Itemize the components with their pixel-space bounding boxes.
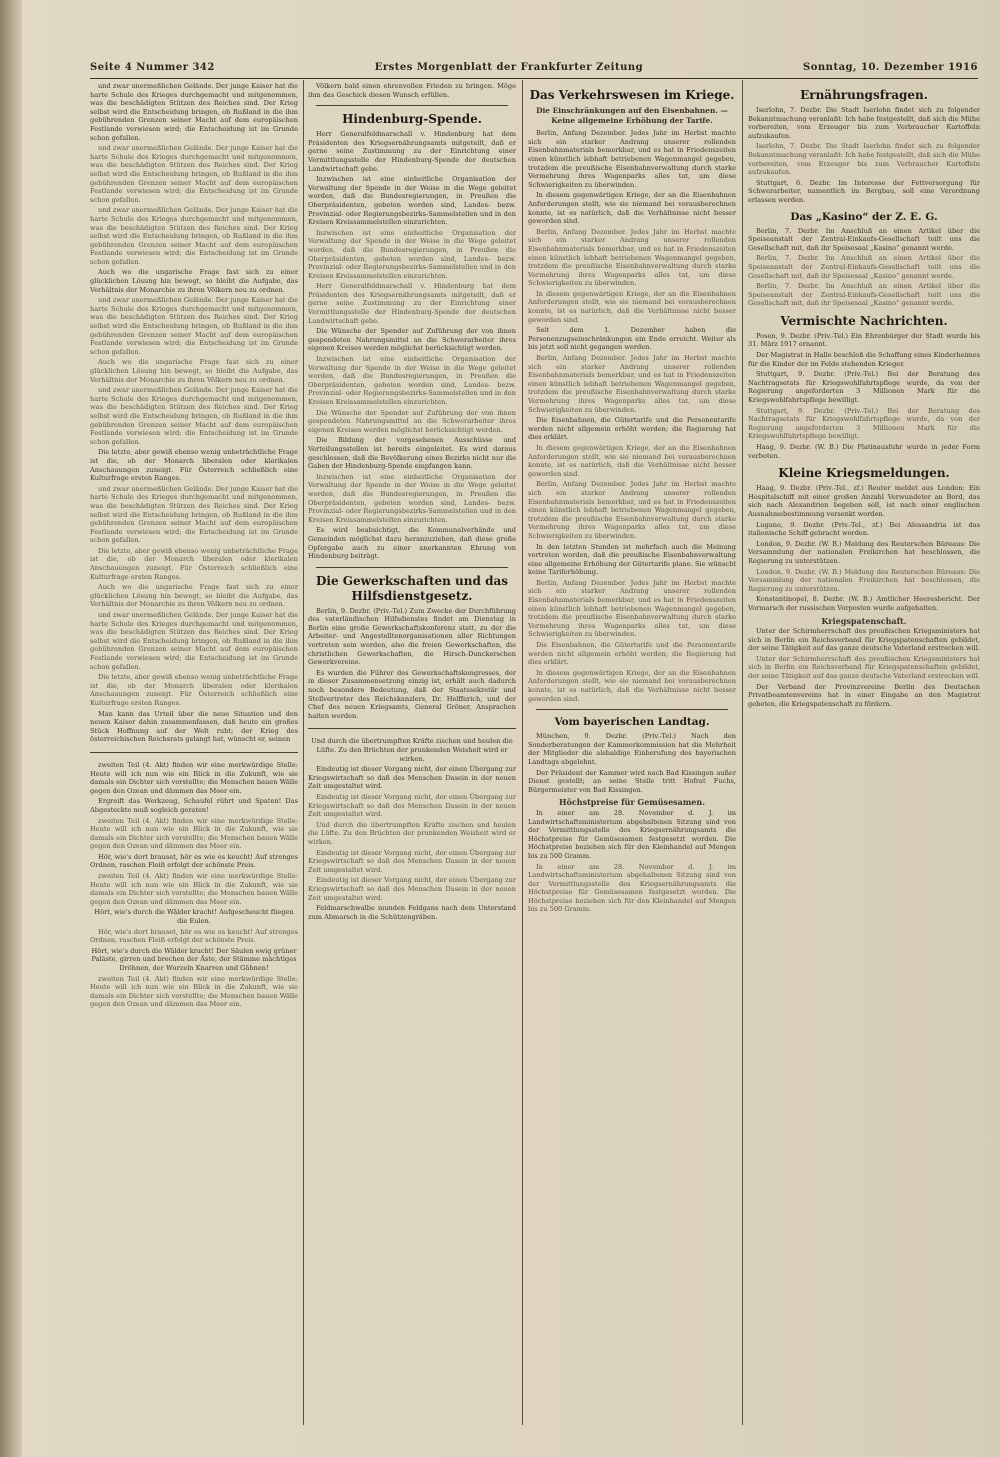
column-1 (90, 82, 298, 1422)
article-paragraph: Inzwischen ist eine einheitliche Organisation der Verwaltung der Spende in der Weise in die Wege geleitet worden, daß die Bundesregierungen, in Preußen die Oberpräsidenten, gebeten worden sind, Landes- bezw. Provinzial- oder Regierungsbezirks-Sammelstellen und in den Kreisen Kreissammelstellen einzurichten. (308, 355, 516, 406)
article-paragraph: München, 9. Dezbr. (Priv.-Tel.) Nach den Sonderberatungen der Kammerkommission hat die Mehrheit der Mitglieder die alsbaldige Einberufung des bayerischen Landtags abgelehnt. (528, 732, 736, 766)
feuilleton-paragraph: Hör, wie's dort brauset, hör es wie es keucht! Auf strenges Ordnen, raschen Fleiß erfolgt der schönste Preis. (90, 927, 298, 945)
article-paragraph: Iserlohn, 7. Dezbr. Die Stadt Iserlohn findet sich zu folgender Bekanntmachung veranlaßt: Ich habe festgestellt, daß sich die Mühe vorbereiten, vom Erzeuger bis zum Verbraucher Kartoffeln aufzukaufen. (748, 106, 980, 140)
poem-verse: Hört, wie's durch die Wälder kracht! Der Säulen ewig grüner Paläste, girren und brechen der Äste, der Stämme mächtiges Dröhnen, der Wurzeln Knarren und Gähnen! (91, 946, 297, 972)
article-paragraph: Berlin, 7. Dezbr. Im Anschluß an einen Artikel über die Speiseanstalt der Zentral-Einkaufs-Gesellschaft teilt uns die Gesellschaft mit, daß ihr Speisesaal „Kasino“ genannt werde. (748, 254, 980, 280)
article-paragraph: Der Magistrat in Halle beschloß die Schaffung eines Kinderheimes für die Kinder der im Felde stehenden Krieger. (748, 351, 980, 368)
headline-verkehrswesen: Das Verkehrswesen im Kriege. (529, 88, 735, 102)
article-paragraph: Stuttgart, 6. Dezbr. Im Interesse der Fettversorgung für Schwerarbeiter, namentlich im Bergbau, soll eine Verordnung erlassen werden. (748, 178, 980, 204)
headline-gewerkschaften: Die Gewerkschaften und das Hilfsdienstgesetz. (315, 573, 508, 603)
article-paragraph: Inzwischen ist eine einheitliche Organisation der Verwaltung der Spende in der Weise in die Wege geleitet worden, daß die Bundesregierungen, in Preußen die Oberpräsidenten, gebeten worden sind, Landes- bezw. Provinzial- oder Regierungsbezirks-Sammelstellen und in den Kreisen Kreissammelstellen einzurichten. (308, 228, 516, 280)
article-paragraph: Herr Generalfeldmarschall v. Hindenburg hat dem Präsidenten des Kriegsernährungsamts mitgeteilt, daß er gerne seine Zustimmung zu der Einrichtung einer Vermittlungsstelle der Hindenburg-Spende der deutschen Landwirtschaft gebe. (308, 130, 516, 173)
paper-title: Erstes Morgenblatt der Frankfurter Zeitung (374, 61, 644, 73)
article-paragraph: und zwar unermeßlichen Gelände. Der junge Kaiser hat die harte Schule des Krieges durchgemacht und mitgenommen, was die beschädigten Stützen des Reiches sind. Der Krieg selbst wird die Entscheidung bringen, ob Rußland in die ihm gebührenden Grenzen seiner Macht auf dem europäischen Festlande verwiesen wird; die Entscheidung ist im Grunde schon gefallen. (90, 484, 298, 545)
article-paragraph: Unter der Schirmherrschaft des preußischen Kriegsministers hat sich in Berlin ein Reichsverband für Kriegspatenschaften gebildet, der seine Tätigkeit auf das ganze deutsche Vaterland erstrecken will. (748, 627, 980, 653)
column-2 (308, 82, 516, 1422)
article-paragraph: In diesem gegenwärtigen Kriege, der an die Eisenbahnen Anforderungen stellt, wie sie niemand bei vorausberechnen konnte, ist es natürlich, daß die Verhältnisse nicht besser geworden sind. (528, 443, 736, 478)
poem-verse: Hört, wie's durch die Wälder kracht! Aufgescheucht fliegen die Eulen. (94, 908, 294, 926)
article-paragraph: Inzwischen ist eine einheitliche Organisation der Verwaltung der Spende in der Weise in die Wege geleitet worden, daß die Bundesregierungen, in Preußen die Oberpräsidenten, gebeten worden sind, Landes- bezw. Provinzial- oder Regierungsbezirks-Sammelstellen und in den Kreisen Kreissammelstellen einzurichten. (308, 472, 516, 524)
feuilleton-paragraph: Ergreift das Werkzeug, Schaufel rührt und Spaten! Das Abgesteckte muß sogleich geraten! (90, 797, 298, 814)
article-paragraph: Die letzte, aber gewiß ebenso wenig unbeträchtliche Frage ist die, ob der Monarch liberalen oder klerikalen Anschauungen zuneigt. Für Österreich schließlich eine Kulturfrage ersten Ranges. (90, 673, 298, 707)
column-divider (742, 80, 743, 1425)
feuilleton-paragraph: zweiten Teil (4. Akt) finden wir eine merkwürdige Stelle: Heute will ich nun wie ein Blick in die Zukunft, wie sie damals ein Dichter sich vorstellte; die Menschen bauen Wälle gegen den Ozean und dämmen das Meer ein. (90, 872, 298, 906)
article-paragraph: Es wurden die Führer des Gewerkschaftskongresses, der in dieser Zusammensetzung einzig ist, erhält auch dadurch noch besondere Bedeutung, daß der Staatssekretär und Stellvertreter des Reichskanzlers, Dr. Helfferich, und der Chef des neuen Kriegsamts, General Gröner, Ansprachen halten werden. (308, 668, 516, 720)
section-rule (308, 728, 516, 729)
article-paragraph: Herr Generalfeldmarschall v. Hindenburg hat dem Präsidenten des Kriegsernährungsamts mitgeteilt, daß er gerne seine Zustimmung zu der Einrichtung einer Vermittlungsstelle der Hindenburg-Spende der deutschen Landwirtschaft gebe. (308, 282, 516, 325)
article-paragraph: Berlin, Anfang Dezember. Jedes Jahr im Herbst machte sich ein starker Andrang unserer rollenden Eisenbahnmaterials bemerkbar, und es hat in Friedenszeiten einen künstlich lebhaft betriebenen Wagenmangel gegeben, trotzdem die preußische Eisenbahnverwaltung durch starke Vermehrung ihres Wagenparks alles tat, um diese Schwierigkeiten zu überwinden. (528, 129, 736, 189)
headline-vermischte-nachrichten: Vermischte Nachrichten. (780, 313, 948, 328)
article-paragraph: Inzwischen ist eine einheitliche Organisation der Verwaltung der Spende in der Weise in die Wege geleitet worden, daß die Bundesregierungen, in Preußen die Oberpräsidenten, gebeten worden sind, Landes- bezw. Provinzial- oder Regierungsbezirks-Sammelstellen und in den Kreisen Kreissammelstellen einzurichten. (308, 175, 516, 227)
section-rule (316, 105, 508, 106)
feuilleton-paragraph: Feldmarschwalbe munden Feldgans nach dem Unterstand zum Abmarsch in die Schützengräben. (308, 904, 516, 921)
feuilleton-paragraph: Und durch die übertrumpften Kräfte zischen und heulen die Lüfte. Zu den Brüchten der prunkenden Weisheit wird er wirken. (311, 737, 513, 763)
feuilleton-paragraph: Und durch die übertrumpften Kräfte zischen und heulen die Lüfte. Zu den Brüchten der prunkenden Weisheit wird er wirken. (308, 820, 516, 846)
article-paragraph: Auch wo die ungarische Frage fast sich zu einer glücklichen Lösung hin bewegt, so bleibt die Aufgabe, das Verhältnis der Monarchie zu ihren Völkern neu zu ordnen. (90, 268, 298, 294)
article-paragraph: Berlin, 9. Dezbr. (Priv.-Tel.) Zum Zwecke der Durchführung des vaterländischen Hilfsdienstes findet am Dienstag in Berlin eine große Gewerkschaftskonferenz statt, zu der die Arbeiter- und Angestelltenorganisationen aller Richtungen vertreten sein werden, also die freien Gewerkschaften, die christlichen Gewerkschaften, die Hirsch-Dunckerschen Gewerkvereine. (308, 606, 516, 667)
column-divider (522, 80, 523, 1425)
article-paragraph: Berlin, Anfang Dezember. Jedes Jahr im Herbst machte sich ein starker Andrang unserer rollenden Eisenbahnmaterials bemerkbar, und es hat in Friedenszeiten einen künstlich lebhaft betriebenen Wagenmangel gegeben, trotzdem die preußische Eisenbahnverwaltung durch starke Vermehrung ihres Wagenparks alles tat, um diese Schwierigkeiten zu überwinden. (528, 578, 736, 639)
article-paragraph: Berlin, Anfang Dezember. Jedes Jahr im Herbst machte sich ein starker Andrang unserer rollenden Eisenbahnmaterials bemerkbar, und es hat in Friedenszeiten einen künstlich lebhaft betriebenen Wagenmangel gegeben, trotzdem die preußische Eisenbahnverwaltung durch starke Vermehrung ihres Wagenparks alles tat, um diese Schwierigkeiten zu überwinden. (528, 480, 736, 540)
article-paragraph: Auch wo die ungarische Frage fast sich zu einer glücklichen Lösung hin bewegt, so bleibt die Aufgabe, das Verhältnis der Monarchie zu ihren Völkern neu zu ordnen. (90, 358, 298, 384)
article-paragraph: Konstantinopel, 8. Dezbr. (W. B.) Amtlicher Heeresbericht. Der Vormarsch der russischen Vorposten wurde aufgehalten. (748, 595, 980, 612)
article-paragraph: Man kann das Urteil über die neue Situation und den neuen Kaiser dahin zusammenfassen, daß heute ein großes Stück Hoffnung auf der Welt ruht; der Krieg des österreichischen Reichsrats gelangt hat, wünscht er, seinen (90, 709, 298, 744)
article-paragraph: In diesem gegenwärtigen Kriege, der an die Eisenbahnen Anforderungen stellt, wie sie niemand bei vorausberechnen konnte, ist es natürlich, daß die Verhältnisse nicht besser geworden sind. (528, 289, 736, 324)
article-paragraph: Stuttgart, 9. Dezbr. (Priv.-Tel.) Bei der Beratung des Nachtragsetats für Kriegswohlfahrtspflege wurde, da von der Regierung angeforderten 3 Millionen Mark für die Kriegswohlfahrtspflege bewilligt. (748, 406, 980, 441)
section-rule (90, 752, 298, 753)
headline-ernaehrungsfragen: Ernährungsfragen. (800, 88, 928, 102)
headline-hindenburg-spende: Hindenburg-Spende. (342, 112, 482, 127)
article-paragraph: Lugano, 9. Dezbr. (Priv.-Tel., zf.) Bei Alessandria ist das italienische Schiff gebracht worden. (748, 520, 980, 538)
article-paragraph: und zwar unermeßlichen Gelände. Der junge Kaiser hat die harte Schule des Krieges durchgemacht und mitgenommen, was die beschädigten Stützen des Reiches sind. Der Krieg selbst wird die Entscheidung bringen, ob Rußland in die ihm gebührenden Grenzen seiner Macht auf dem europäischen Festlande verwiesen wird; die Entscheidung ist im Grunde schon gefallen. (90, 296, 298, 356)
article-paragraph: London, 9. Dezbr. (W. B.) Meldung des Reuterschen Büreaus: Die Versammlung der nationalen Freikirchen hat beschlossen, die Regierung zu unterstützen. (748, 539, 980, 565)
feuilleton-paragraph: zweiten Teil (4. Akt) finden wir eine merkwürdige Stelle: Heute will ich nun wie ein Blick in die Zukunft, wie sie damals ein Dichter sich vorstellte; die Menschen bauen Wälle gegen den Ozean und dämmen das Meer ein. (90, 816, 298, 851)
article-paragraph: und zwar unermeßlichen Gelände. Der junge Kaiser hat die harte Schule des Krieges durchgemacht und mitgenommen, was die beschädigten Stützen des Reiches sind. Der Krieg selbst wird die Entscheidung bringen, ob Rußland in die ihm gebührenden Grenzen seiner Macht auf dem europäischen Festlande verwiesen wird; die Entscheidung ist im Grunde schon gefallen. (90, 386, 298, 446)
article-paragraph: Seit dem 1. Dezember haben die Personenzugseinschränkungen ein Ende erreicht. Weiter als bis jetzt soll nicht gegangen werden. (528, 326, 736, 352)
article-paragraph: Der Präsident der Kammer wird nach Bad Kissingen außer Dienst gestellt; an seine Stelle tritt Hofrat Fuchs, Bürgermeister von Bad Kissingen. (528, 768, 736, 794)
article-paragraph: Die Wünsche der Spender auf Zuführung der von ihnen gespendeten Nahrungsmittel an die Schwerarbeiter ihres eigenen Kreises werden möglichst berücksichtigt werden. (308, 327, 516, 353)
article-paragraph: und zwar unermeßlichen Gelände. Der junge Kaiser hat die harte Schule des Krieges durchgemacht und mitgenommen, was die beschädigten Stützen des Reiches sind. Der Krieg selbst wird die Entscheidung bringen, ob Rußland in die ihm gebührenden Grenzen seiner Macht auf dem europäischen Festlande verwiesen wird; die Entscheidung ist im Grunde schon gefallen. (90, 206, 298, 266)
article-paragraph: Die Wünsche der Spender auf Zuführung der von ihnen gespendeten Nahrungsmittel an die Schwerarbeiter ihres eigenen Kreises werden möglichst berücksichtigt werden. (308, 408, 516, 434)
article-paragraph: Haag, 9. Dezbr. (Priv.-Tel., zf.) Reuter meldet aus London: Ein Hospitalschiff mit einer großen Anzahl Verwundeter an Bord, das sich nach Alexandrien begeben soll, ist nach einer englischen Ausnahmebestimmung versenkt worden. (748, 484, 980, 518)
headline-gemuesesamen: Höchstpreise für Gemüsesamen. (559, 797, 705, 808)
article-paragraph: Berlin, 7. Dezbr. Im Anschluß an einen Artikel über die Speiseanstalt der Zentral-Einkaufs-Gesellschaft teilt uns die Gesellschaft mit, daß ihr Speisesaal „Kasino“ genannt werde. (748, 226, 980, 252)
article-paragraph: Berlin, 7. Dezbr. Im Anschluß an einen Artikel über die Speiseanstalt der Zentral-Einkaufs-Gesellschaft teilt uns die Gesellschaft mit, daß ihr Speisesaal „Kasino“ genannt werde. (748, 282, 980, 308)
feuilleton-paragraph: zweiten Teil (4. Akt) finden wir eine merkwürdige Stelle: Heute will ich nun wie ein Blick in die Zukunft, wie sie damals ein Dichter sich vorstellte; die Menschen bauen Wälle gegen den Ozean und dämmen das Meer ein. (90, 974, 298, 1009)
article-paragraph: Die letzte, aber gewiß ebenso wenig unbeträchtliche Frage ist die, ob der Monarch liberalen oder klerikalen Anschauungen zuneigt. Für Österreich schließlich eine Kulturfrage ersten Ranges. (90, 448, 298, 483)
headline-bayerischer-landtag: Vom bayerischen Landtag. (554, 716, 710, 729)
article-paragraph: In den letzten Stunden ist mehrfach auch die Meinung vertreten worden, daß die preußische Eisenbahnverwaltung eine allgemeine Erhöhung der Gütertarife plane. Sie wünscht keine Tariferhöhung. (528, 542, 736, 577)
feuilleton-paragraph: Eindeutig ist dieser Vorgang nicht, der einen Übergang zur Kriegswirtschaft so daß des Menschen Dasein in der neuen Zeit umgestaltet wird. (308, 876, 516, 902)
feuilleton-paragraph: Eindeutig ist dieser Vorgang nicht, der einen Übergang zur Kriegswirtschaft so daß des Menschen Dasein in der neuen Zeit umgestaltet wird. (308, 792, 516, 819)
masthead (90, 58, 978, 76)
article-paragraph: Unter der Schirmherrschaft des preußischen Kriegsministers hat sich in Berlin ein Reichsverband für Kriegspatenschaften gebildet, der seine Tätigkeit auf das ganze deutsche Vaterland erstrecken will. (748, 654, 980, 681)
page-label: Seite 4 Nummer 342 (90, 61, 215, 73)
article-paragraph: Die Bildung der vorgesehenen Ausschüsse und Verteilungsstellen ist bereits eingeleitet. Es wird daraus geschlossen, daß die Bevölkerung eines Bezirks nicht nur die Gaben der Hindenburg-Spende empfangen kann. (308, 436, 516, 471)
headline-kriegspatenschaft: Kriegspatenschaft. (821, 615, 907, 626)
article-paragraph: Berlin, Anfang Dezember. Jedes Jahr im Herbst machte sich ein starker Andrang unserer rollenden Eisenbahnmaterials bemerkbar, und es hat in Friedenszeiten einen künstlich lebhaft betriebenen Wagenmangel gegeben, trotzdem die preußische Eisenbahnverwaltung durch starke Vermehrung ihres Wagenparks alles tat, um diese Schwierigkeiten zu überwinden. (528, 227, 736, 288)
article-paragraph: Der Verband der Provinzvereine Berlin des Deutschen Privatbeamtenvereins hat in einer Eingabe an den Magistrat gebeten, die Kriegspatenschaft zu fördern. (748, 682, 980, 708)
article-paragraph: Haag, 9. Dezbr. (W. B.) Die Platinausfuhr wurde in jeder Form verboten. (748, 443, 980, 460)
feuilleton-paragraph: Hör, wie's dort brauset, hör es wie es keucht! Auf strenges Ordnen, raschen Fleiß erfolgt der schönste Preis. (90, 852, 298, 870)
article-paragraph: Posen, 9. Dezbr. (Priv.-Tel.) Ein Ehrenbürger der Stadt wurde bis 31. März 1917 ernannt. (748, 331, 980, 349)
article-paragraph: und zwar unermeßlichen Gelände. Der junge Kaiser hat die harte Schule des Krieges durchgemacht und mitgenommen, was die beschädigten Stützen des Reiches sind. Der Krieg selbst wird die Entscheidung bringen, ob Rußland in die ihm gebührenden Grenzen seiner Macht auf dem europäischen Festlande verwiesen wird; die Entscheidung ist im Grunde schon gefallen. (90, 82, 298, 142)
feuilleton-paragraph: zweiten Teil (4. Akt) finden wir eine merkwürdige Stelle: Heute will ich nun wie ein Blick in die Zukunft, wie sie damals ein Dichter sich vorstellte; die Menschen bauen Wälle gegen den Ozean und dämmen das Meer ein. (90, 760, 298, 795)
article-paragraph: Die letzte, aber gewiß ebenso wenig unbeträchtliche Frage ist die, ob der Monarch liberalen oder klerikalen Anschauungen zuneigt. Für Österreich schließlich eine Kulturfrage ersten Ranges. (90, 546, 298, 581)
article-paragraph: In einer am 28. November d. J. im Landwirtschaftsministerium abgehaltenen Sitzung sind von der Vermittlungsstelle des Kriegsernährungsamts die Höchstpreise für Gemüsesamen festgesetzt worden. Die Höchstpreise beziehen sich für den Kleinhandel auf Mengen bis zu 500 Gramm. (528, 862, 736, 914)
article-paragraph: und zwar unermeßlichen Gelände. Der junge Kaiser hat die harte Schule des Krieges durchgemacht und mitgenommen, was die beschädigten Stützen des Reiches sind. Der Krieg selbst wird die Entscheidung bringen, ob Rußland in die ihm gebührenden Grenzen seiner Macht auf dem europäischen Festlande verwiesen wird; die Entscheidung ist im Grunde schon gefallen. (90, 144, 298, 204)
article-paragraph: In diesem gegenwärtigen Kriege, der an die Eisenbahnen Anforderungen stellt, wie sie niemand bei vorausberechnen konnte, ist es natürlich, daß die Verhältnisse nicht besser geworden sind. (528, 191, 736, 226)
article-paragraph: London, 9. Dezbr. (W. B.) Meldung des Reuterschen Büreaus: Die Versammlung der nationalen Freikirchen hat beschlossen, die Regierung zu unterstützen. (748, 567, 980, 593)
section-rule (316, 567, 508, 568)
article-paragraph: und zwar unermeßlichen Gelände. Der junge Kaiser hat die harte Schule des Krieges durchgemacht und mitgenommen, was die beschädigten Stützen des Reiches sind. Der Krieg selbst wird die Entscheidung bringen, ob Rußland in die ihm gebührenden Grenzen seiner Macht auf dem europäischen Festlande verwiesen wird; die Entscheidung ist im Grunde schon gefallen. (90, 611, 298, 671)
masthead-rule (90, 78, 978, 79)
article-paragraph: Die Eisenbahnen, die Gütertarife und die Personentarife werden nicht allgemein erhöht werden; die Regierung hat dies erklärt. (528, 416, 736, 442)
issue-date: Sonntag, 10. Dezember 1916 (803, 61, 978, 73)
column-4 (748, 82, 980, 1422)
article-paragraph: Die Eisenbahnen, die Gütertarife und die Personentarife werden nicht allgemein erhöht werden; die Regierung hat dies erklärt. (528, 641, 736, 667)
article-paragraph: Iserlohn, 7. Dezbr. Die Stadt Iserlohn findet sich zu folgender Bekanntmachung veranlaßt: Ich habe festgestellt, daß sich die Mühe vorbereiten, vom Erzeuger bis zum Verbraucher Kartoffeln aufzukaufen. (748, 142, 980, 177)
book-binding-edge (0, 0, 22, 1457)
feuilleton-paragraph: Eindeutig ist dieser Vorgang nicht, der einen Übergang zur Kriegswirtschaft so daß des Menschen Dasein in der neuen Zeit umgestaltet wird. (308, 765, 516, 791)
section-rule (536, 709, 728, 710)
column-divider (303, 80, 304, 1425)
headline-kasino: Das „Kasino“ der Z. E. G. (790, 210, 938, 223)
article-paragraph: In diesem gegenwärtigen Kriege, der an die Eisenbahnen Anforderungen stellt, wie sie niemand bei vorausberechnen konnte, ist es natürlich, daß die Verhältnisse nicht besser geworden sind. (528, 668, 736, 703)
article-paragraph: Es wird beabsichtigt, die Kommunalverbände und Gemeinden möglichst dazu heranzuziehen, daß diese große Opfergabe auch zu einer anerkannten Ehrung von Hindenburg beiträgt. (308, 526, 516, 561)
article-paragraph: In einer am 28. November d. J. im Landwirtschaftsministerium abgehaltenen Sitzung sind von der Vermittlungsstelle des Kriegsernährungsamts die Höchstpreise für Gemüsesamen festgesetzt worden. Die Höchstpreise beziehen sich für den Kleinhandel auf Mengen bis zu 500 Gramm. (528, 808, 736, 860)
article-paragraph: Völkern bald einen ehrenvollen Frieden zu bringen. Möge ihm das Geschick diesen Wunsch erfüllen. (308, 82, 516, 99)
subheadline-eisenbahnen: Die Einschränkungen auf den Eisenbahnen. — Keine allgemeine Erhöhung der Tarife. (536, 106, 728, 125)
article-paragraph: Berlin, Anfang Dezember. Jedes Jahr im Herbst machte sich ein starker Andrang unserer rollenden Eisenbahnmaterials bemerkbar, und es hat in Friedenszeiten einen künstlich lebhaft betriebenen Wagenmangel gegeben, trotzdem die preußische Eisenbahnverwaltung durch starke Vermehrung ihres Wagenparks alles tat, um diese Schwierigkeiten zu überwinden. (528, 354, 736, 414)
article-paragraph: Stuttgart, 9. Dezbr. (Priv.-Tel.) Bei der Beratung des Nachtragsetats für Kriegswohlfahrtspflege wurde, da von der Regierung angeforderten 3 Millionen Mark für die Kriegswohlfahrtspflege bewilligt. (748, 370, 980, 405)
column-3 (528, 82, 736, 1422)
article-paragraph: Auch wo die ungarische Frage fast sich zu einer glücklichen Lösung hin bewegt, so bleibt die Aufgabe, das Verhältnis der Monarchie zu ihren Völkern neu zu ordnen. (90, 583, 298, 609)
feuilleton-paragraph: Eindeutig ist dieser Vorgang nicht, der einen Übergang zur Kriegswirtschaft so daß des Menschen Dasein in der neuen Zeit umgestaltet wird. (308, 848, 516, 874)
headline-kleine-kriegsmeldungen: Kleine Kriegsmeldungen. (778, 466, 950, 481)
